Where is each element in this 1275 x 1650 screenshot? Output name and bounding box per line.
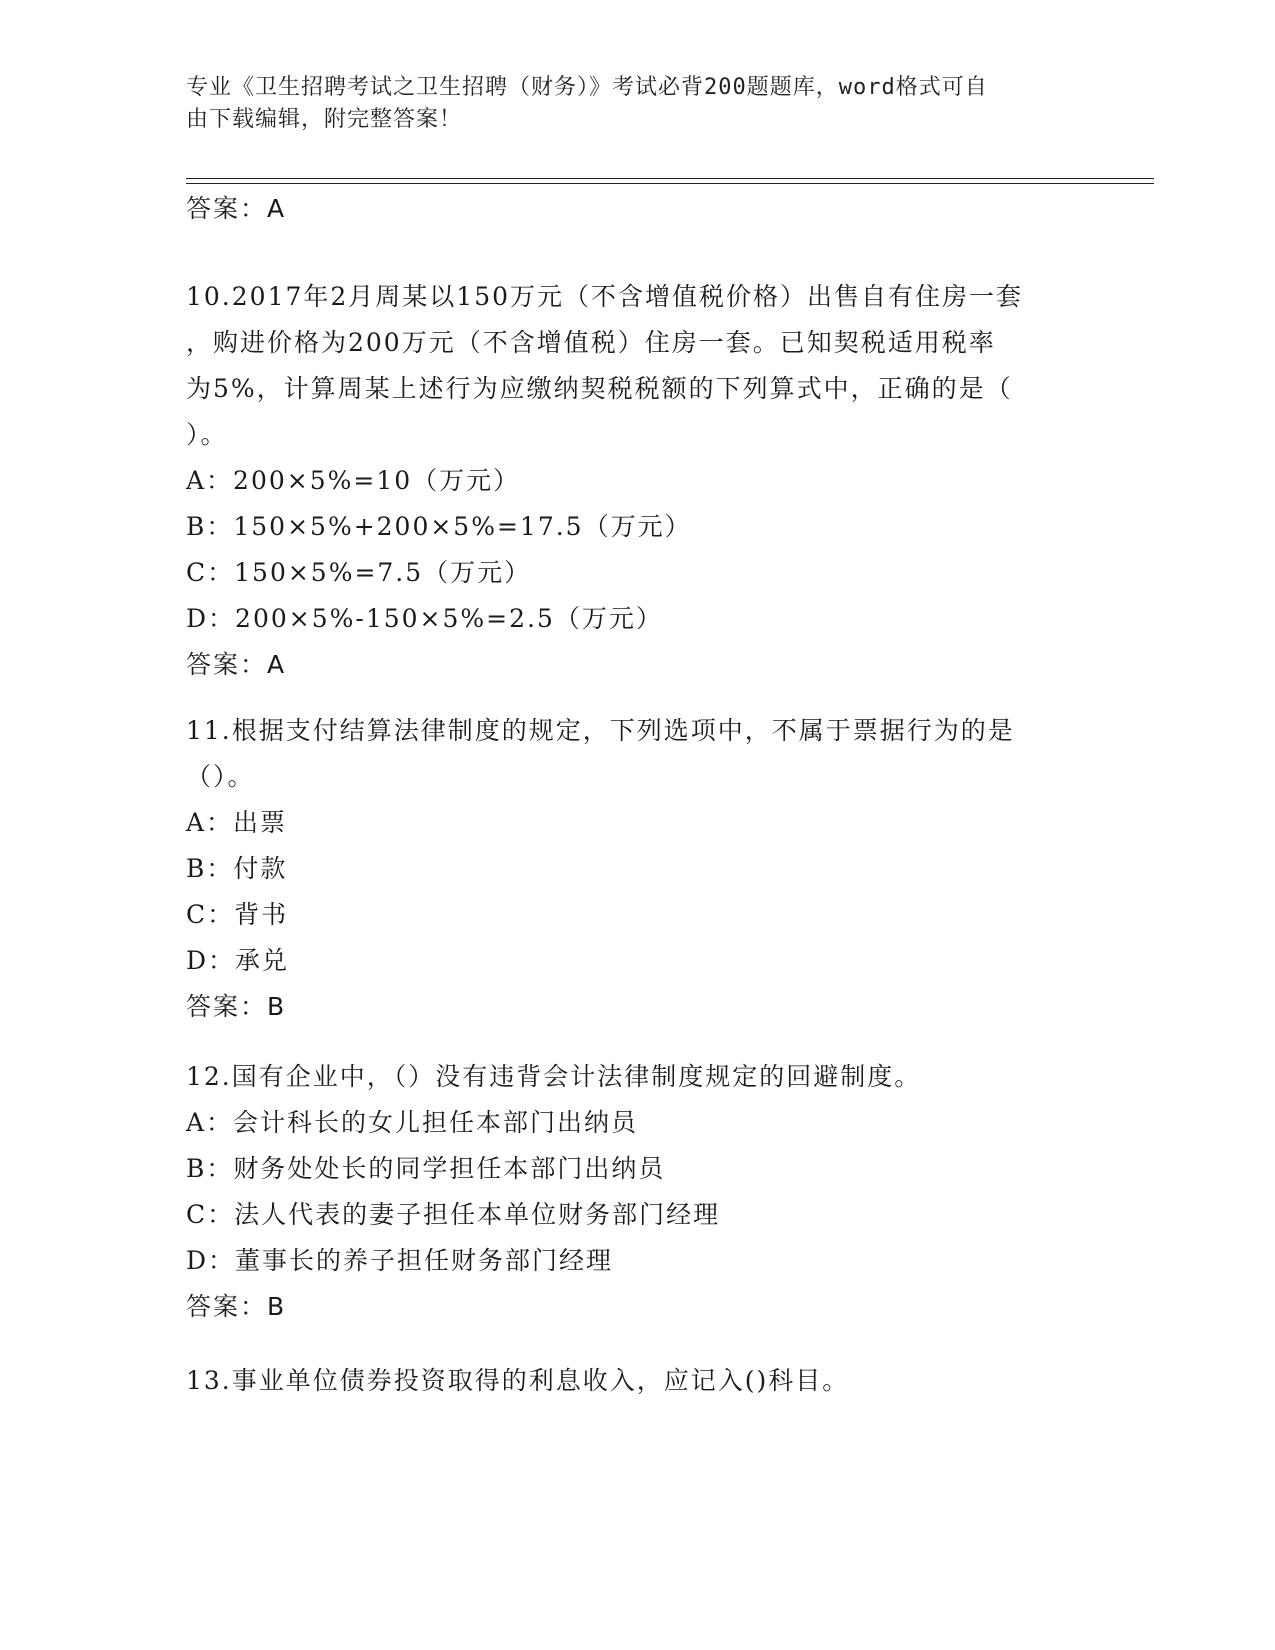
answer-line: 答案：B [186, 992, 287, 1021]
option-d: D：董事长的养子担任财务部门经理 [186, 1246, 614, 1275]
header-line-1: 专业《卫生招聘考试之卫生招聘（财务）》考试必背200题题库，word格式可自 [186, 75, 988, 100]
question-stem-line: 12.国有企业中，（）没有违背会计法律制度规定的回避制度。 [186, 1062, 922, 1091]
question-12 [186, 1054, 1086, 1330]
question-stem-line: 11.根据支付结算法律制度的规定，下列选项中，不属于票据行为的是 [186, 716, 1015, 745]
document-header [186, 72, 1066, 136]
option-b: B：财务处处长的同学担任本部门出纳员 [186, 1154, 666, 1183]
option-d: D：承兑 [186, 946, 290, 975]
question-13 [186, 1358, 1086, 1404]
question-stem-line: （）。 [186, 762, 255, 791]
header-divider-top [186, 178, 1154, 179]
option-b: B：150×5%+200×5%=17.5（万元） [186, 512, 692, 541]
option-a: A：出票 [186, 808, 288, 837]
option-c: C：法人代表的妻子担任本单位财务部门经理 [186, 1200, 721, 1229]
question-stem-line: ，购进价格为200万元（不含增值税）住房一套。已知契税适用税率 [186, 328, 996, 357]
question-stem-line: 10.2017年2月周某以150万元（不含增值税价格）出售自有住房一套 [186, 282, 1024, 311]
question-stem-line: 为5%，计算周某上述行为应缴纳契税税额的下列算式中，正确的是（ [186, 374, 1013, 403]
question-11 [186, 708, 1086, 1030]
option-c: C：背书 [186, 900, 289, 929]
question-stem-line: 13.事业单位债券投资取得的利息收入，应记入()科目。 [186, 1366, 850, 1395]
option-a: A：会计科长的女儿担任本部门出纳员 [186, 1108, 639, 1137]
header-divider-bottom [186, 183, 1154, 184]
option-d: D：200×5%-150×5%=2.5（万元） [186, 604, 663, 633]
header-line-2: 由下载编辑，附完整答案！ [186, 107, 463, 132]
answer-line: 答案：A [186, 650, 287, 679]
option-c: C：150×5%=7.5（万元） [186, 558, 532, 587]
previous-answer-block [186, 186, 1086, 232]
answer-line: 答案：B [186, 1292, 287, 1321]
answer-line: 答案：A [186, 194, 287, 223]
option-b: B：付款 [186, 854, 288, 883]
question-10 [186, 274, 1086, 688]
question-stem-line: ）。 [186, 420, 228, 449]
option-a: A：200×5%=10（万元） [186, 466, 521, 495]
